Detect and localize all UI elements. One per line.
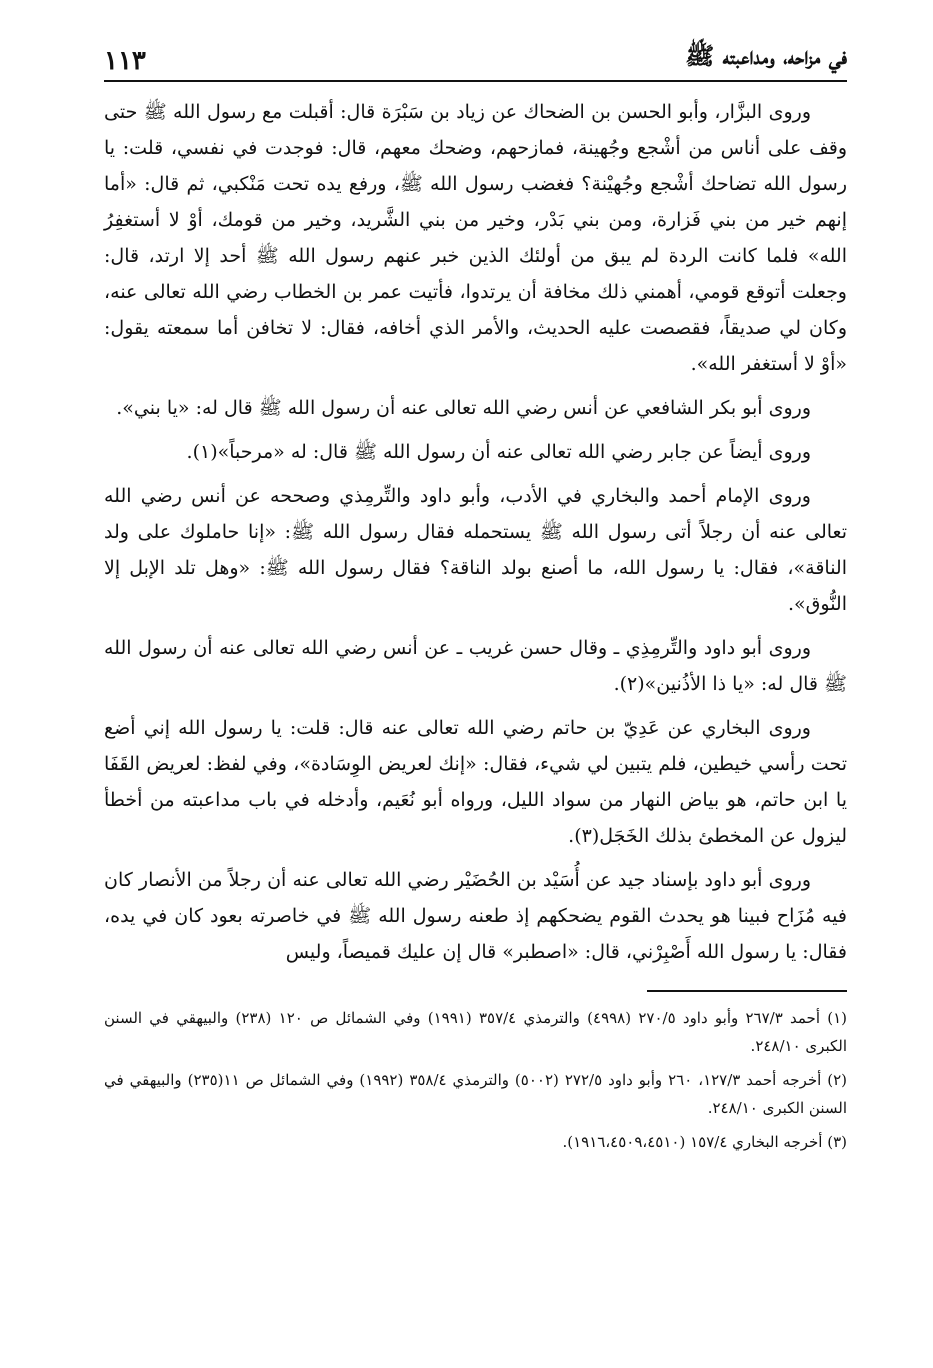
footnote: (٣) أخرجه البخاري ١٥٧/٤ (١٩١٦،٤٥٠٩،٤٥١٠).	[562, 1133, 847, 1151]
paragraph: وروى الإمام أحمد والبخاري في الأدب، وأبو داود والتِّرمِذي وصححه عن أنس رضي الله تعالى عنه أن رجلاً أتى رسول الله ﷺ يستحمله فقال رسول الله ﷺ: «إنا حاملوك على ولد الناقة»، فقال: يا رسول الله، ما أصنع بولد الناقة؟ فقال رسول الله ﷺ: «وهل تلد الإبل إلا النُّوق».	[104, 485, 847, 615]
page-number: ١١٣	[104, 46, 146, 76]
paragraph: وروى أبو بكر الشافعي عن أنس رضي الله تعالى عنه أن رسول الله ﷺ قال له: «يا بني».	[116, 397, 811, 419]
paragraph: وروى أبو داود بإسناد جيد عن أُسَيْد بن الحُضَيْر رضي الله تعالى عنه أن رجلاً من الأنصار كان فيه مُزَاح فبينا هو يحدث القوم يضحكهم إذ طعنه رسول الله ﷺ في خاصرته بعود كان في يده، فقال: يا رسول الله أَصْبِرْني، قال: «اصطبر» قال إن عليك قميصاً، وليس	[104, 869, 847, 963]
paragraph: وروى أيضاً عن جابر رضي الله تعالى عنه أن رسول الله ﷺ قال: له «مرحباً»(١).	[186, 441, 811, 463]
main-text	[104, 94, 847, 970]
paragraph: وروى أبو داود والتِّرمِذِي ـ وقال حسن غريب ـ عن أنس رضي الله تعالى عنه أن رسول الله ﷺ قال له: «يا ذا الأذُنين»(٢).	[104, 637, 847, 695]
footnotes	[104, 1004, 847, 1156]
footnote: (١) أحمد ٢٦٧/٣ وأبو داود ٢٧٠/٥ (٤٩٩٨) والترمذي ٣٥٧/٤ (١٩٩١) وفي الشمائل ص ١٢٠ (٢٣٨) والبيهقي في السنن الكبرى ٢٤٨/١٠.	[104, 1009, 848, 1055]
header-title: في مزاحه، ومداعبته ﷺ	[685, 41, 847, 70]
footnote-separator	[647, 990, 847, 992]
running-header	[104, 38, 847, 82]
footnote: (٢) أخرجه أحمد ١٢٧/٣، ٢٦٠ وأبو داود ٢٧٢/٥ (٥٠٠٢) والترمذي ٣٥٨/٤ (١٩٩٢) وفي الشمائل ص ١١(٢٣٥) والبيهقي في السنن الكبرى ٢٤٨/١٠.	[104, 1071, 847, 1117]
paragraph: وروى البخاري عن عَدِيّ بن حاتم رضي الله تعالى عنه قال: قلت: يا رسول الله إني أضع تحت رأسي خيطين، فلم يتبين لي شيء، فقال: «إنك لعريض الوِسَادة»، وفي لفظ: لعريض القَفَا يا ابن حاتم، هو بياض النهار من سواد الليل، ورواه أبو نُعَيم، وأدخله في باب مداعبته من أخطأ ليزول عن المخطئ بذلك الخَجَل(٣).	[104, 717, 847, 847]
paragraph: وروى البزَّار، وأبو الحسن بن الضحاك عن زياد بن سَبْرَة قال: أقبلت مع رسول الله ﷺ حتى وقف على أناس من أشْجع وجُهينة، فمازحهم، وضحك معهم، قال: فوجدت في نفسي، قلت: يا رسول الله تضاحك أشْجع وجُهيْنة؟ فغضب رسول الله ﷺ، ورفع يده تحت مَنْكبي، ثم قال: «أما إنهم خير من بني فَزارة، ومن بني بَدْر، وخير من بني الشَّريد، وخير من قومك، أوْ لا أستغفِرُ الله» فلما كانت الردة لم يبق من أولئك الذين خبر عنهم رسول الله ﷺ أحد إلا ارتد، قال: وجعلت أتوقع قومي، أهمني ذلك مخافة أن يرتدوا، فأتيت عمر بن الخطاب رضي الله تعالى عنه، وكان لي صديقاً، فقصصت عليه الحديث، والأمر الذي أخافه، فقال: لا تخافن أما سمعته يقول: «أوْ لا أستغفر الله».	[104, 101, 847, 375]
